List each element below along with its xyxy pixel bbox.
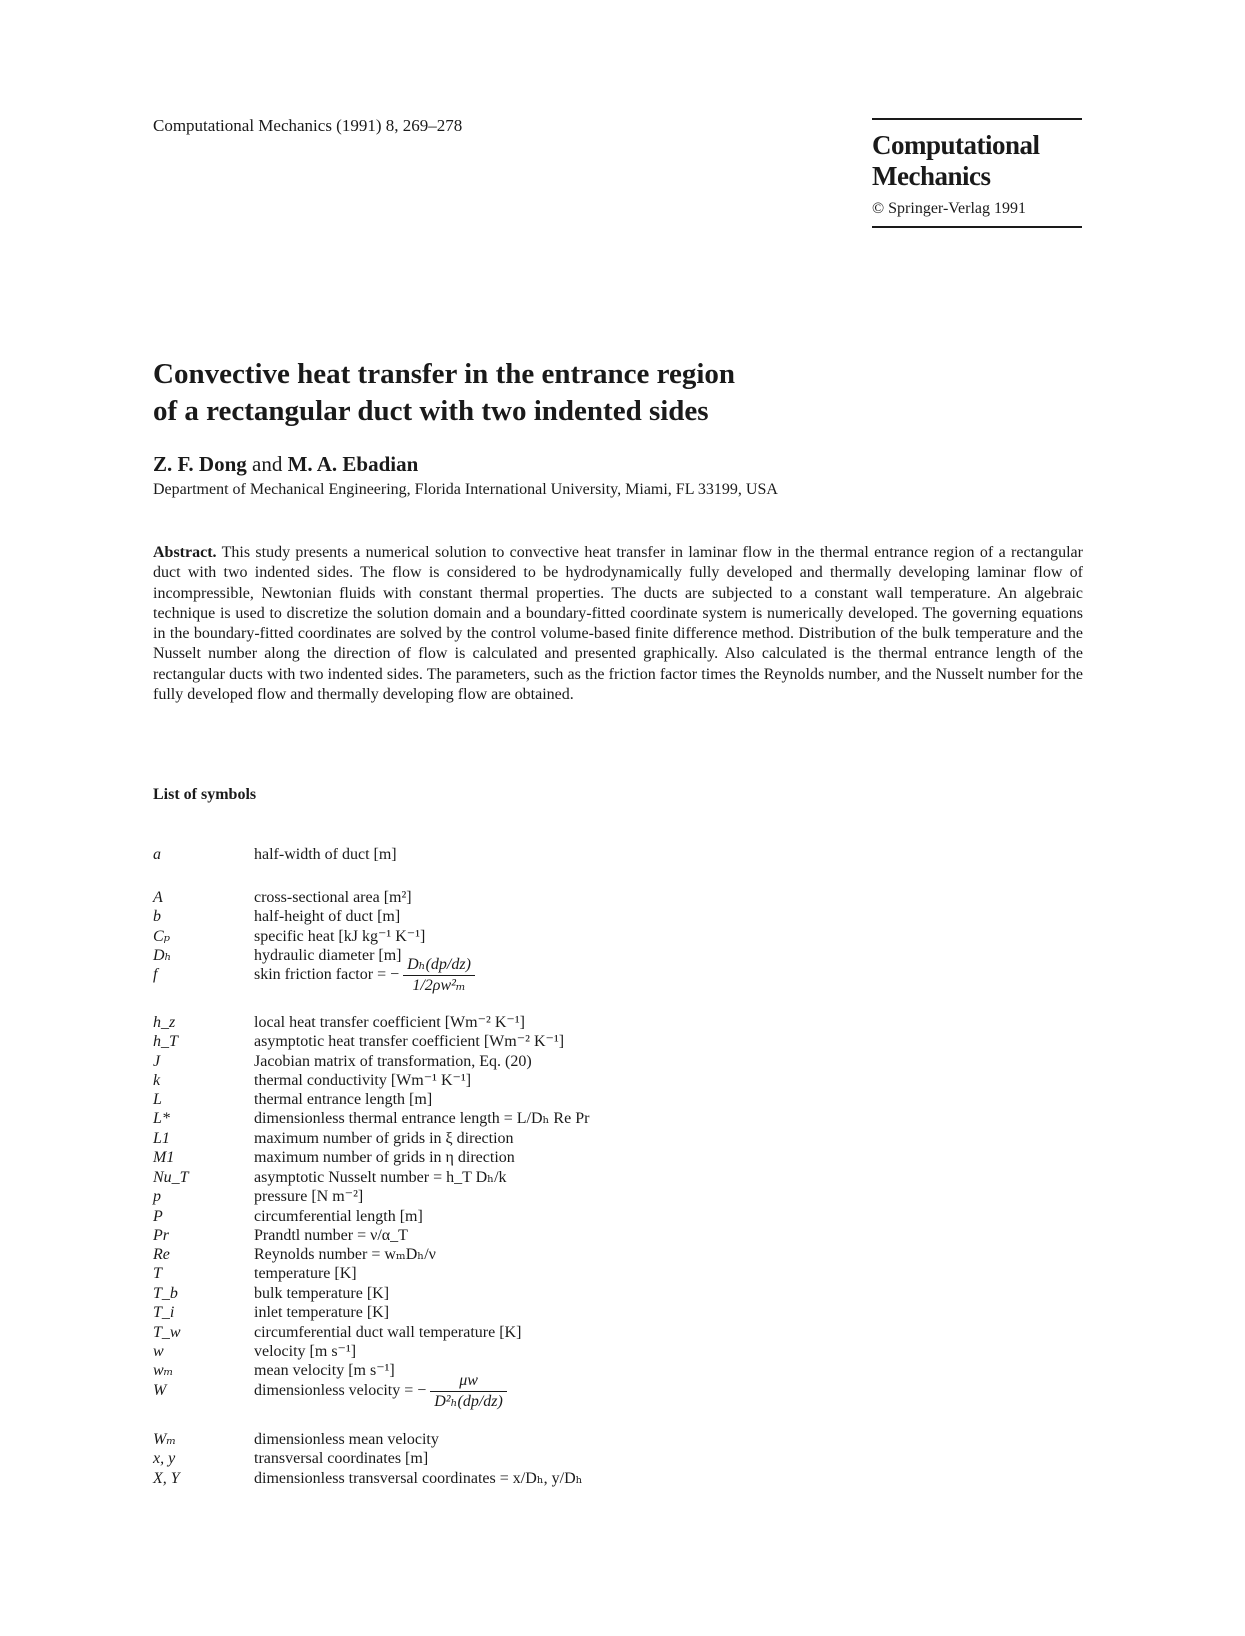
- symbol: b: [153, 908, 161, 925]
- symbol: A: [153, 889, 163, 906]
- symbols-heading: List of symbols: [153, 786, 257, 803]
- symbol-definition: [254, 1187, 363, 1207]
- definition-text: skin friction factor = −: [254, 966, 400, 983]
- symbol: J: [153, 1053, 161, 1070]
- symbol-definition: [254, 845, 397, 865]
- symbol-definition: [254, 1264, 357, 1284]
- symbol-definition: [254, 1469, 583, 1489]
- definition-text: dimensionless mean velocity: [254, 1431, 439, 1448]
- fraction: [403, 956, 475, 995]
- fraction-denominator: 1/2ρw²ₘ: [412, 976, 466, 994]
- definition-text: dimensionless transversal coordinates = x/Dₕ, y/Dₕ: [254, 1470, 583, 1487]
- definition-text: bulk temperature [K]: [254, 1285, 390, 1302]
- symbol-definition: [254, 1449, 428, 1469]
- symbol-definition: [254, 1032, 564, 1052]
- symbol: L*: [153, 1110, 170, 1127]
- symbol: Cₚ: [153, 928, 171, 945]
- definition-text: temperature [K]: [254, 1265, 357, 1282]
- title-line: of a rectangular duct with two indented sides: [153, 395, 709, 427]
- definition-text: half-height of duct [m]: [254, 908, 401, 925]
- logo-top-rule: [872, 118, 1082, 120]
- symbol: L: [153, 1091, 162, 1108]
- author-list: [153, 452, 418, 477]
- symbol-definition: [254, 1071, 471, 1091]
- definition-text: dimensionless thermal entrance length = L/Dₕ Re Pr: [254, 1110, 590, 1127]
- symbol-definition: [254, 1207, 423, 1227]
- author-affiliation: Department of Mechanical Engineering, Florida International University, Miami, FL 33199, USA: [153, 481, 778, 498]
- symbol-definition: [254, 1168, 507, 1188]
- journal-logo-title: [872, 130, 1082, 192]
- symbol-definition: [254, 907, 400, 927]
- symbol: h_T: [153, 1033, 178, 1050]
- copyright-notice: © Springer-Verlag 1991: [872, 200, 1027, 217]
- symbol: Wₘ: [153, 1431, 177, 1448]
- fraction: [430, 1372, 507, 1411]
- definition-text: pressure [N m⁻²]: [254, 1188, 364, 1205]
- definition-text: cross-sectional area [m²]: [254, 889, 412, 906]
- symbol-definition: [254, 1430, 439, 1450]
- symbol-definition: [254, 1013, 525, 1033]
- title-line: Convective heat transfer in the entrance region: [153, 358, 736, 390]
- symbol: P: [153, 1208, 163, 1225]
- symbol: f: [153, 966, 158, 983]
- symbol-definition: [254, 927, 425, 947]
- fraction-numerator: Dₕ(dp/dz): [403, 956, 475, 976]
- logo-title-line: Computational: [872, 130, 1040, 160]
- symbol-definition: [254, 1303, 389, 1323]
- symbol: L1: [153, 1130, 170, 1147]
- symbol-definition: [254, 888, 412, 908]
- symbol: M1: [153, 1149, 175, 1166]
- symbol: a: [153, 846, 161, 863]
- definition-text: maximum number of grids in η direction: [254, 1149, 515, 1166]
- definition-text: transversal coordinates [m]: [254, 1450, 429, 1467]
- symbol: X, Y: [153, 1470, 180, 1487]
- definition-text: velocity [m s⁻¹]: [254, 1343, 357, 1360]
- abstract-label: Abstract.: [153, 544, 217, 561]
- fraction-denominator: D²ₕ(dp/dz): [434, 1392, 503, 1410]
- symbol: wₘ: [153, 1362, 174, 1379]
- definition-text: half-width of duct [m]: [254, 846, 397, 863]
- symbol: x, y: [153, 1450, 176, 1467]
- definition-text: specific heat [kJ kg⁻¹ K⁻¹]: [254, 928, 426, 945]
- journal-logo-block: [872, 118, 1082, 228]
- author-conjunction: and: [246, 452, 288, 476]
- definition-text: local heat transfer coefficient [Wm⁻² K⁻¹]: [254, 1014, 525, 1031]
- symbol-definition: [254, 1342, 356, 1362]
- abstract-text: This study presents a numerical solution to convective heat transfer in laminar flow in the thermal entrance region of a rectangular duct with two indented sides. The flow is considered to be hydrodynamically fully developed and thermally developing laminar flow of incompressible, Newtonian fluids with constant thermal properties. The ducts are subjected to a constant wall temperature. An algebraic technique is used to discretize the solution domain and a boundary-fitted coordinate system is numerically developed. The governing equations in the boundary-fitted coordinates are solved by the control volume-based finite difference method. Distribution of the bulk temperature and the Nusselt number along the direction of flow is calculated and presented graphically. Also calculated is the thermal entrance length of the rectangular ducts with two indented sides. The parameters, such as the friction factor times the Reynolds number, and the Nusselt number for the fully developed flow and thermally developing flow are obtained.: [153, 544, 1083, 704]
- symbol: Nu_T: [153, 1169, 189, 1186]
- symbol-definition: [254, 1109, 589, 1129]
- symbol-definition: [254, 1090, 432, 1110]
- symbol-definition: [254, 1245, 436, 1265]
- definition-text: circumferential length [m]: [254, 1208, 423, 1225]
- definition-text: hydraulic diameter [m]: [254, 947, 402, 964]
- symbol: W: [153, 1382, 167, 1399]
- symbol: Dₕ: [153, 947, 172, 964]
- symbol-definition: [254, 1052, 532, 1072]
- symbol-definition: [254, 1369, 507, 1413]
- definition-text: dimensionless velocity = −: [254, 1382, 427, 1399]
- symbol: T_i: [153, 1304, 175, 1321]
- logo-title-line: Mechanics: [872, 161, 991, 191]
- logo-bottom-rule: [872, 226, 1082, 228]
- definition-text: asymptotic heat transfer coefficient [Wm⁻² K⁻¹]: [254, 1033, 565, 1050]
- symbol-definition: [254, 1323, 521, 1343]
- author-name: M. A. Ebadian: [287, 452, 419, 476]
- symbol: k: [153, 1072, 161, 1089]
- definition-text: Prandtl number = ν/α_T: [254, 1227, 408, 1244]
- symbol: Pr: [153, 1227, 169, 1244]
- author-name: Z. F. Dong: [153, 452, 247, 476]
- symbol: T: [153, 1265, 162, 1282]
- fraction-numerator: μw: [430, 1372, 507, 1392]
- symbol-definition: [254, 1226, 408, 1246]
- journal-reference: Computational Mechanics (1991) 8, 269–278: [153, 116, 463, 135]
- definition-text: asymptotic Nusselt number = h_T Dₕ/k: [254, 1169, 507, 1186]
- symbol: T_w: [153, 1324, 181, 1341]
- symbol-definition: [254, 1284, 389, 1304]
- symbol: w: [153, 1343, 164, 1360]
- definition-text: Jacobian matrix of transformation, Eq. (20): [254, 1053, 532, 1070]
- definition-text: circumferential duct wall temperature [K]: [254, 1324, 522, 1341]
- symbol: h_z: [153, 1014, 176, 1031]
- definition-text: thermal conductivity [Wm⁻¹ K⁻¹]: [254, 1072, 472, 1089]
- article-title: [153, 356, 1053, 430]
- symbol-definition: [254, 1148, 515, 1168]
- definition-text: inlet temperature [K]: [254, 1304, 390, 1321]
- symbol: T_b: [153, 1285, 178, 1302]
- abstract: [153, 543, 1083, 705]
- definition-text: maximum number of grids in ξ direction: [254, 1130, 514, 1147]
- definition-text: Reynolds number = wₘDₕ/ν: [254, 1246, 436, 1263]
- symbol: p: [153, 1188, 161, 1205]
- definition-text: mean velocity [m s⁻¹]: [254, 1362, 395, 1379]
- definition-text: thermal entrance length [m]: [254, 1091, 433, 1108]
- symbol-definition: [254, 953, 475, 997]
- symbol: Re: [153, 1246, 170, 1263]
- symbol-definition: [254, 1129, 514, 1149]
